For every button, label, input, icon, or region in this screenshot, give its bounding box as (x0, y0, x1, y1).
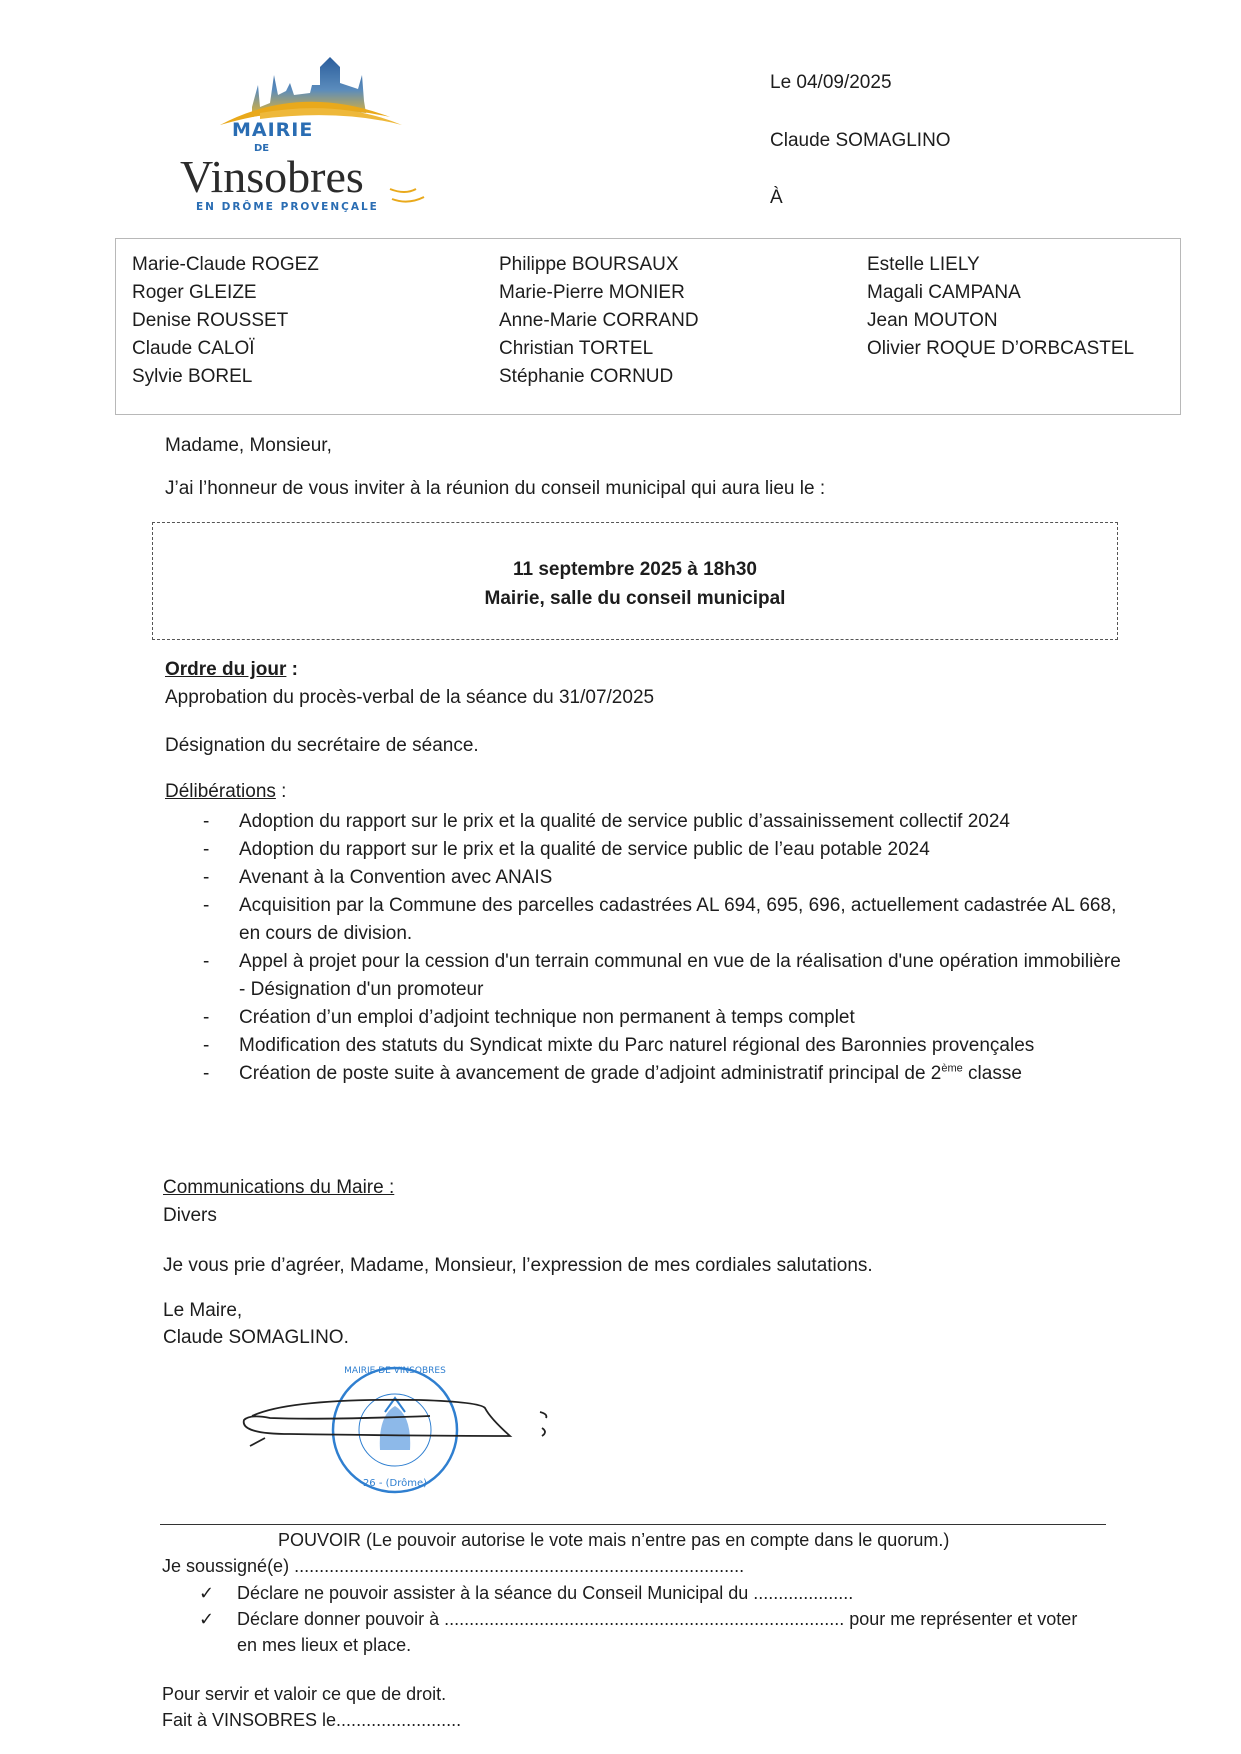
recipient-name: Magali CAMPANA (867, 282, 1021, 303)
deliberation-item (165, 948, 1125, 1004)
deliberation-text: Avenant à la Convention avec ANAIS (239, 867, 553, 888)
undersigned-field[interactable]: Je soussigné(e) .......................................................................................... (162, 1556, 745, 1576)
letter-sender: Claude SOMAGLINO (770, 130, 951, 151)
recipient-name: Denise ROUSSET (132, 310, 289, 331)
deliberations-heading-text: Délibérations (165, 781, 276, 802)
mairie-logo (180, 55, 450, 215)
place-date-field[interactable]: Fait à VINSOBRES le......................... (162, 1710, 462, 1730)
recipient-name: Claude CALOÏ (132, 338, 255, 359)
legal-formula: Pour servir et valoir ce que de droit. (162, 1684, 447, 1704)
letter-to: À (770, 187, 783, 208)
deliberation-item (165, 1032, 1125, 1060)
signature-and-stamp (230, 1360, 590, 1500)
agenda-item-approval: Approbation du procès-verbal de la séance du 31/07/2025 (165, 687, 655, 708)
checkmark-icon: ✓ (199, 1609, 215, 1629)
stamp-bottom-text: 26 - (Drôme) (362, 1478, 428, 1489)
logo-mairie-text: MAIRIE (232, 119, 314, 141)
agenda-heading (165, 659, 298, 682)
mayor-name: Claude SOMAGLINO. (163, 1327, 349, 1348)
recipient-name: Christian TORTEL (499, 338, 654, 359)
meeting-datetime: 11 septembre 2025 à 18h30 (512, 559, 757, 580)
meeting-details-box (152, 522, 1118, 640)
deliberations-heading (165, 781, 286, 804)
logo-de-text: DE (254, 143, 270, 154)
deliberation-text: Création de poste suite à avancement de grade d’adjoint administratif principal de 2 (239, 1063, 942, 1084)
recipient-name: Olivier ROQUE D’ORBCASTEL (867, 338, 1135, 359)
salutation: Madame, Monsieur, (165, 435, 332, 456)
declaration-text: Déclare ne pouvoir assister à la séance du Conseil Municipal du .................... (237, 1583, 854, 1603)
deliberation-item (165, 836, 1125, 864)
agenda-item-secretary: Désignation du secrétaire de séance. (165, 735, 479, 756)
meeting-location: Mairie, salle du conseil municipal (484, 588, 786, 609)
letter-date: Le 04/09/2025 (770, 72, 892, 93)
recipients-box (115, 238, 1181, 415)
deliberation-item (165, 892, 1125, 948)
recipient-name: Sylvie BOREL (132, 366, 253, 387)
logo-tagline: EN DRÔME PROVENÇALE (196, 201, 379, 213)
communications-heading: Communications du Maire : (163, 1177, 395, 1198)
recipients-column (867, 251, 1134, 363)
recipient-name: Jean MOUTON (867, 310, 998, 331)
recipient-name: Marie-Pierre MONIER (499, 282, 685, 303)
mayor-title: Le Maire, (163, 1300, 243, 1321)
logo-graphic (220, 55, 420, 125)
invitation-intro: J’ai l’honneur de vous inviter à la réunion du conseil municipal qui aura lieu le : (165, 478, 826, 499)
deliberation-item (165, 1004, 1125, 1032)
recipients-column (132, 251, 319, 391)
pouvoir-declaration-proxy[interactable] (199, 1606, 1097, 1658)
recipient-name: Stéphanie CORNUD (499, 366, 674, 387)
deliberation-text: Création d’un emploi d’adjoint technique non permanent à temps complet (239, 1007, 855, 1028)
deliberation-item (165, 864, 1125, 892)
logo-vinsobres-text: Vinsobres (180, 151, 364, 202)
declaration-text: Déclare donner pouvoir à ................................................................................ pour me représenter et voter en mes lieux et place. (237, 1609, 1078, 1655)
deliberation-text: Appel à projet pour la cession d'un terrain communal en vue de la réalisation d'une opération immobilière - Désignation d'un promoteur (239, 951, 1121, 1000)
deliberation-superscript: ème (941, 1062, 963, 1075)
deliberation-item (165, 808, 1125, 836)
agenda-heading-colon: : (286, 659, 299, 680)
recipient-name: Anne-Marie CORRAND (499, 310, 699, 331)
deliberation-text-end: classe (962, 1063, 1022, 1084)
recipient-name: Estelle LIELY (867, 254, 980, 275)
list-dash: - (203, 867, 210, 888)
recipient-name: Roger GLEIZE (132, 282, 257, 303)
deliberation-text: Adoption du rapport sur le prix et la qualité de service public de l’eau potable 2024 (239, 839, 930, 860)
list-dash: - (203, 1063, 210, 1084)
list-dash: - (203, 1007, 210, 1028)
deliberation-text: Modification des statuts du Syndicat mixte du Parc naturel régional des Baronnies provençales (239, 1035, 1035, 1056)
recipient-name: Marie-Claude ROGEZ (132, 254, 319, 275)
deliberation-item (165, 1060, 1125, 1088)
section-divider (160, 1524, 1106, 1525)
closing-formula: Je vous prie d’agréer, Madame, Monsieur, l’expression de mes cordiales salutations. (163, 1255, 873, 1276)
list-dash: - (203, 951, 210, 972)
deliberations-list (165, 808, 1125, 1088)
stamp-top-text: MAIRIE DE VINSOBRES (344, 1366, 446, 1376)
list-dash: - (203, 811, 210, 832)
checkmark-icon: ✓ (199, 1583, 215, 1603)
list-dash: - (203, 839, 210, 860)
list-dash: - (203, 895, 210, 916)
deliberation-text: Adoption du rapport sur le prix et la qualité de service public d’assainissement collectif 2024 (239, 811, 1010, 832)
pouvoir-title: POUVOIR (Le pouvoir autorise le vote mais n’entre pas en compte dans le quorum.) (278, 1530, 950, 1550)
pouvoir-declaration-absence[interactable] (199, 1580, 1097, 1606)
logo-swoosh-graphic (388, 185, 428, 209)
deliberations-heading-colon: : (275, 781, 287, 802)
agenda-heading-text: Ordre du jour (165, 659, 287, 680)
list-dash: - (203, 1035, 210, 1056)
recipients-column (499, 251, 699, 391)
communications-text: Divers (163, 1205, 217, 1226)
recipient-name: Philippe BOURSAUX (499, 254, 679, 275)
deliberation-text: Acquisition par la Commune des parcelles cadastrées AL 694, 695, 696, actuellement cadastrée AL 668, en cours de division. (239, 895, 1117, 944)
